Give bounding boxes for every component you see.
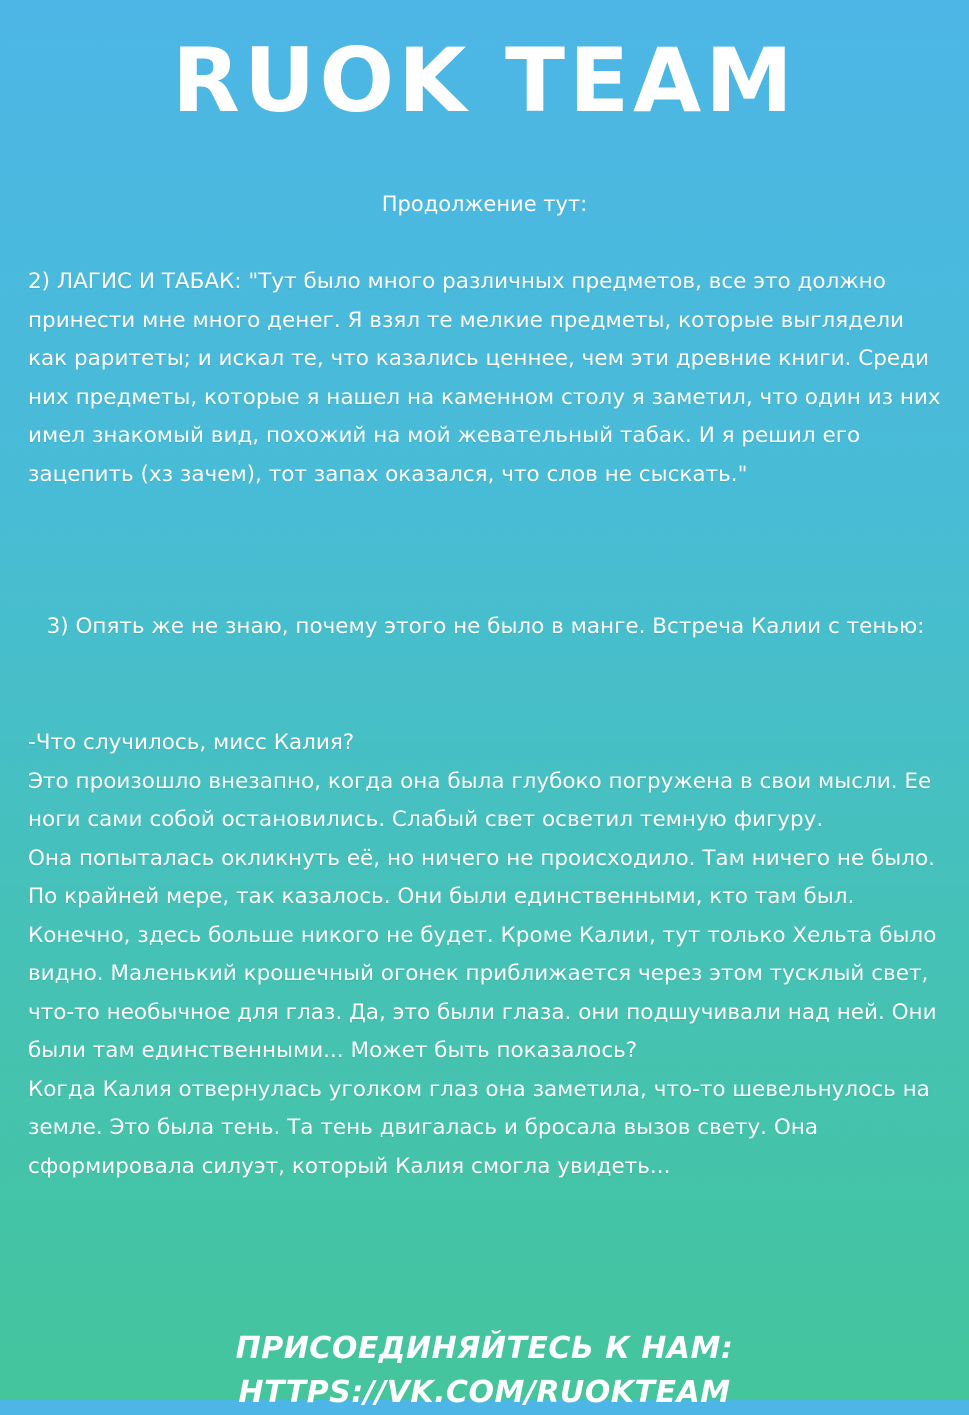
continuation-subtitle: Продолжение тут:: [381, 192, 588, 216]
section-item-3-text: 3) Опять же не знаю, почему этого не было в манге. Встреча Калии с тенью:: [46, 614, 925, 639]
story-text: [28, 724, 943, 1186]
story-paragraph: Когда Калия отвернулась уголком глаз она заметила, что-то шевельнулось на земле. Это была тень. Та тень двигалась и бросала вызов свету. Она сформировала силуэт, который Калия смогла увидеть...: [28, 1076, 930, 1179]
story-paragraph: Это произошло внезапно, когда она была глубоко погружена в свои мысли. Ее ноги сами собой остановились. Слабый свет осветил темную фигуру.: [28, 768, 932, 832]
story-paragraph: Она попыталась окликнуть её, но ничего не происходило. Там ничего не было. По крайней мере, так казалось. Они были единственными, кто там был. Конечно, здесь больше никого не будет. Кроме Калии, тут только Хельта было видно. Маленький крошечный огонек приближается через этом тусклый свет, что-то необычное для глаз. Да, это были глаза. они подшучивали над ней. Они были там единственными... Может быть показалось?: [28, 845, 937, 1063]
team-title: RUOK TEAM: [172, 29, 797, 132]
story-paragraph: -Что случилось, мисс Калия?: [28, 730, 355, 755]
section-item-3: [28, 608, 943, 647]
footer-join-link: ПРИСОЕДИНЯЙТЕСЬ К НАМ: HTTPS://VK.COM/RUOKTEAM: [235, 1331, 734, 1410]
section-item-2-text: 2) ЛАГИС И ТАБАК: "Тут было много различных предметов, все это должно принести мне много денег. Я взял те мелкие предметы, которые выглядели как раритеты; и искал те, что казались ценнее, чем эти древние книги. Среди них предметы, которые я нашел на каменном столу я заметил, что один из них имел знакомый вид, похожий на мой жевательный табак. И я решил его зацепить (хз зачем), тот запах оказался, что слов не сыскать.": [28, 269, 941, 487]
section-item-2: [28, 263, 943, 494]
